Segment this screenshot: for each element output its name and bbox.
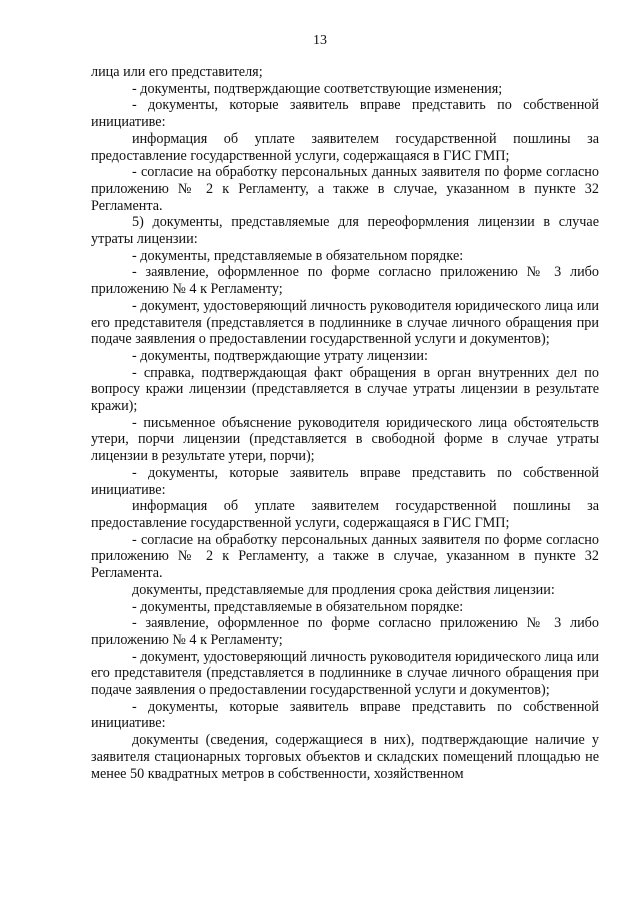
paragraph: информация об уплате заявителем государственной пошлины за предоставление государственной услуги, содержащаяся в ГИС ГМП; [91, 498, 599, 531]
paragraph: - заявление, оформленное по форме согласно приложению № 3 либо приложению № 4 к Регламенту; [91, 615, 599, 648]
paragraph: документы (сведения, содержащиеся в них), подтверждающие наличие у заявителя стационарных торговых объектов и складских помещений площадью не менее 50 квадратных метров в собственности, хозяйственном [91, 732, 599, 782]
paragraph: - документы, подтверждающие соответствующие изменения; [132, 80, 503, 97]
paragraph: - документ, удостоверяющий личность руководителя юридического лица или его представителя (представляется в подлиннике в случае личного обращения при подаче заявления о предоставлении государственной услуги и документов); [91, 648, 599, 699]
paragraph: - согласие на обработку персональных данных заявителя по форме согласно приложению № 2 к Регламенту, а также в случае, указанном в пункте 32 Регламента. [91, 531, 599, 582]
paragraph: - письменное объяснение руководителя юридического лица обстоятельств утери, порчи лицензии (представляется в свободной форме в случае утраты лицензии в результате утери, порчи); [91, 414, 599, 465]
paragraph: лица или его представителя; [91, 64, 263, 80]
paragraph: - документы, которые заявитель вправе представить по собственной инициативе: [91, 464, 599, 498]
paragraph: - документы, представляемые в обязательном порядке: [132, 247, 464, 264]
paragraph: - документы, подтверждающие утрату лицензии: [132, 347, 428, 364]
page-number: 13 [313, 33, 327, 48]
paragraph: - документ, удостоверяющий личность руководителя юридического лица или его представителя (представляется в подлиннике в случае личного обращения при подаче заявления о предоставлении государственной услуги и документов); [91, 297, 599, 348]
paragraph: информация об уплате заявителем государственной пошлины за предоставление государственной услуги, содержащаяся в ГИС ГМП; [91, 130, 599, 164]
paragraph: документы, представляемые для продления срока действия лицензии: [132, 581, 555, 598]
paragraph: - документы, которые заявитель вправе представить по собственной инициативе: [91, 97, 599, 131]
paragraph: - согласие на обработку персональных данных заявителя по форме согласно приложению № 2 к Регламенту, а также в случае, указанном в пункте 32 Регламента. [91, 164, 599, 214]
document-body [91, 64, 599, 782]
paragraph: - справка, подтверждающая факт обращения в орган внутренних дел по вопросу кражи лицензии (представляется в случае утраты лицензии в результате кражи); [91, 364, 599, 415]
paragraph: - заявление, оформленное по форме согласно приложению № 3 либо приложению № 4 к Регламенту; [91, 264, 599, 298]
paragraph: 5) документы, представляемые для переоформления лицензии в случае утраты лицензии: [91, 214, 599, 248]
paragraph: - документы, которые заявитель вправе представить по собственной инициативе: [91, 698, 599, 732]
paragraph: - документы, представляемые в обязательном порядке: [132, 598, 464, 615]
